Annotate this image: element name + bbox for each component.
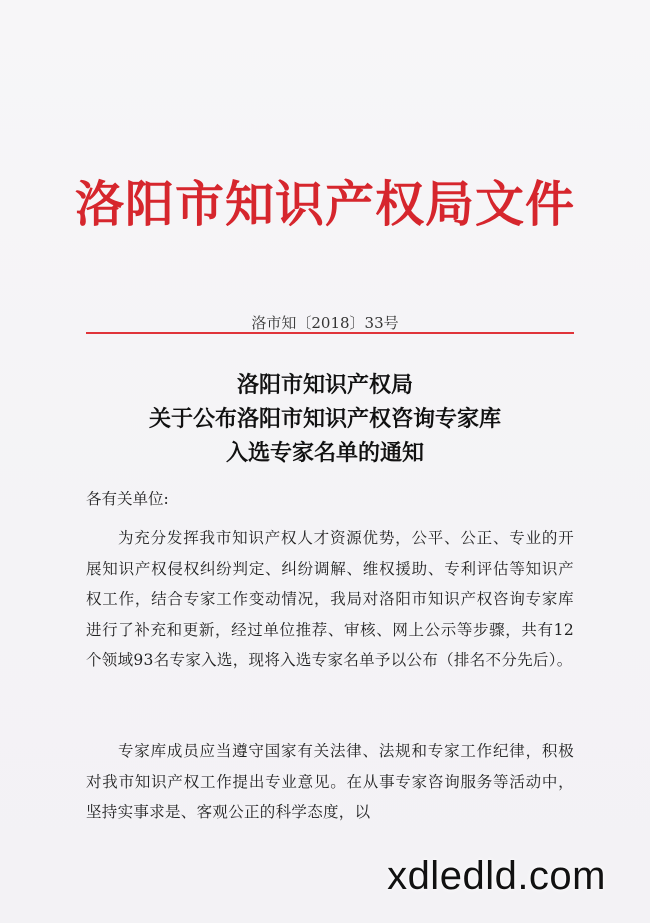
- salutation: 各有关单位:: [86, 490, 169, 508]
- notice-title-line-2: 关于公布洛阳市知识产权咨询专家库: [148, 406, 501, 432]
- body-paragraph-1: 为充分发挥我市知识产权人才资源优势，公平、公正、专业的开展知识产权侵权纠纷判定、纠纷调解、维权援助、专利评估等知识产权工作，结合专家工作变动情况，我局对洛阳市知识产权咨询专家库进行了补充和更新，经过单位推荐、审核、网上公示等步骤，共有12个领域93名专家入选，现将入选专家名单予以公布（排名不分先后）。: [86, 529, 574, 669]
- notice-title: [0, 368, 650, 470]
- document-header-title: 洛阳市知识产权局文件: [74, 175, 575, 233]
- red-divider-line: [86, 332, 574, 334]
- notice-title-line-3: 入选专家名单的通知: [225, 440, 424, 466]
- watermark-text: xdledld.com: [387, 854, 606, 898]
- body-paragraph-2: 专家库成员应当遵守国家有关法律、法规和专家工作纪律，积极对我市知识产权工作提出专业意见。在从事专家咨询服务等活动中，坚持实事求是、客观公正的科学态度，以: [86, 742, 574, 821]
- document-number: 洛市知〔2018〕33号: [251, 314, 399, 332]
- notice-title-line-1: 洛阳市知识产权局: [236, 372, 413, 398]
